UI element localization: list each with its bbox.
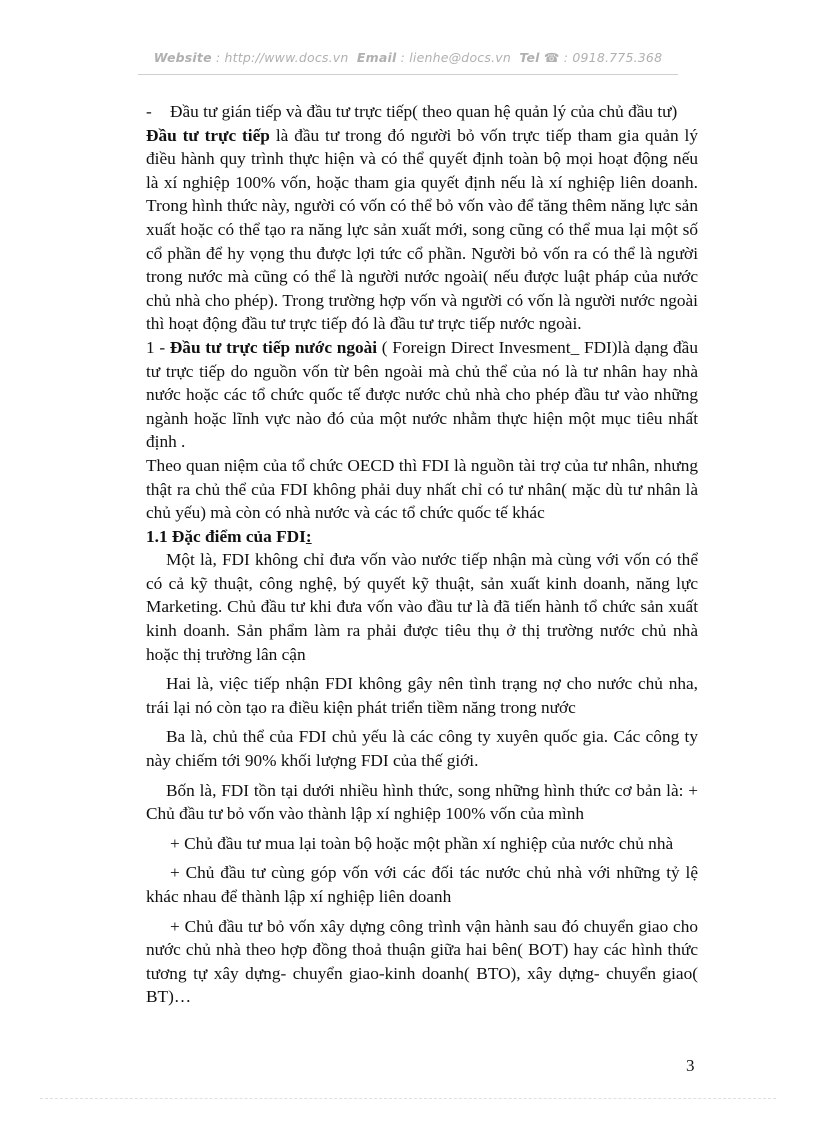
- bullet-dash: -: [146, 102, 152, 121]
- phone-icon: ☎: [543, 50, 560, 65]
- section-heading: [146, 525, 698, 549]
- paragraph-point-four: Bốn là, FDI tồn tại dưới nhiều hình thức, song những hình thức cơ bản là: + Chủ đầu tư bỏ vốn vào thành lập xí nghiệp 100% vốn của mình: [146, 780, 698, 824]
- website-label: Website: [153, 50, 212, 65]
- paragraph-direct-investment: [146, 124, 698, 336]
- bullet-item: [146, 100, 698, 124]
- heading-text: 1.1 Đặc điểm của FDI: [146, 526, 306, 546]
- section-number: 1 -: [146, 337, 170, 357]
- paragraph-oecd: Theo quan niệm của tổ chức OECD thì FDI là nguồn tài trợ của tư nhân, nhưng thật ra chủ thể của FDI không phải duy nhất chỉ có tư nhân( mặc dù tư nhân là chủ yếu) mà còn có nhà nước và các tổ chức quốc tế khác: [146, 455, 698, 523]
- page-number: 3: [686, 1056, 695, 1075]
- paragraph-point-two: Hai là, việc tiếp nhận FDI không gây nên tình trạng nợ cho nước chủ nha, trái lại nó còn tạo ra điều kiện phát triển tiềm năng trong nước: [146, 674, 698, 717]
- term-fdi: Đầu tư trực tiếp nước ngoài: [169, 337, 378, 357]
- paragraph-point-one: Một là, FDI không chỉ đưa vốn vào nước tiếp nhận mà cùng với vốn có thể có cả kỹ thuật, công nghệ, bý quyết kỹ thuật, sản xuất kinh doanh, năng lực Marketing. Chủ đầu tư khi đưa vốn vào đầu tư là đã tiến hành tổ chức sản xuất kinh doanh. Sản phẩm làm ra phải được tiêu thụ ở thị trường nước chủ nhà hoặc thị trường lân cận: [146, 550, 698, 664]
- paragraph-fdi-definition: [146, 336, 698, 454]
- heading-colon: :: [305, 526, 312, 546]
- term-direct-investment: Đầu tư trực tiếp: [146, 125, 270, 145]
- tel-label: Tel: [519, 50, 540, 65]
- paragraph-point-three: Ba là, chủ thể của FDI chủ yếu là các công ty xuyên quốc gia. Các công ty này chiếm tới 90% khối lượng FDI của thế giới.: [146, 727, 698, 771]
- email-address[interactable]: : lienhe@docs.vn: [400, 50, 511, 65]
- paragraph-form-joint-venture: + Chủ đầu tư cùng góp vốn với các đối tác nước chủ nhà với những tỷ lệ khác nhau để thành lập xí nghiệp liên doanh: [146, 863, 698, 906]
- website-url[interactable]: : http://www.docs.vn: [215, 50, 349, 65]
- paragraph-form-buyout: + Chủ đầu tư mua lại toàn bộ hoặc một phần xí nghiệp của nước chủ nhà: [170, 833, 674, 853]
- paragraph-form-bot: + Chủ đầu tư bỏ vốn xây dựng công trình vận hành sau đó chuyển giao cho nước chủ nhà theo hợp đồng thoả thuận giữa hai bên( BOT) hay các hình thức tương tự xây dựng- chuyển giao-kinh doanh( BTO), xây dựng- chuyển giao( BT)…: [146, 916, 698, 1007]
- paragraph-text: ( Foreign Direct Invesment_ FDI)là dạng đầu tư trực tiếp do nguồn vốn từ bên ngoài mà chủ thể của nó là tư nhân hay nhà nước hoặc các tổ chức quốc tế được nước chủ nhà cho phép đầu tư vào những ngành hoặc lĩnh vực nào đó của một nước nhằm thực hiện một mục tiêu nhất định .: [146, 337, 698, 452]
- paragraph-text: là đầu tư trong đó người bỏ vốn trực tiếp tham gia quản lý điều hành quy trình thực hiện và có thể quyết định toàn bộ mọi hoạt động nếu là xí nghiệp 100% vốn, hoặc tham gia quyết định nếu là xí nghiệp liên doanh. Trong hình thức này, người có vốn có thể bỏ vốn vào để tăng thêm năng lực sản xuất hoặc có thể tạo ra năng lực sản xuất mới, song cũng có thể mua lại một số cổ phần để hy vọng thu được lợi tức cổ phần. Người bỏ vốn ra có thể là người trong nước mà cũng có thể là người nước ngoài( nếu được luật pháp của nước chủ nhà cho phép). Trong trường hợp vốn và người có vốn là người nước ngoài thì hoạt động đầu tư trực tiếp đó là đầu tư trực tiếp nước ngoài.: [146, 125, 698, 334]
- tel-number: : 0918.775.368: [563, 50, 663, 65]
- page-header: [0, 50, 816, 65]
- bullet-text: Đầu tư gián tiếp và đầu tư trực tiếp( theo quan hệ quản lý của chủ đầu tư): [170, 102, 678, 121]
- footer-divider: [40, 1098, 776, 1099]
- document-body: [146, 100, 698, 1009]
- email-label: Email: [356, 50, 397, 65]
- header-divider: [138, 74, 678, 75]
